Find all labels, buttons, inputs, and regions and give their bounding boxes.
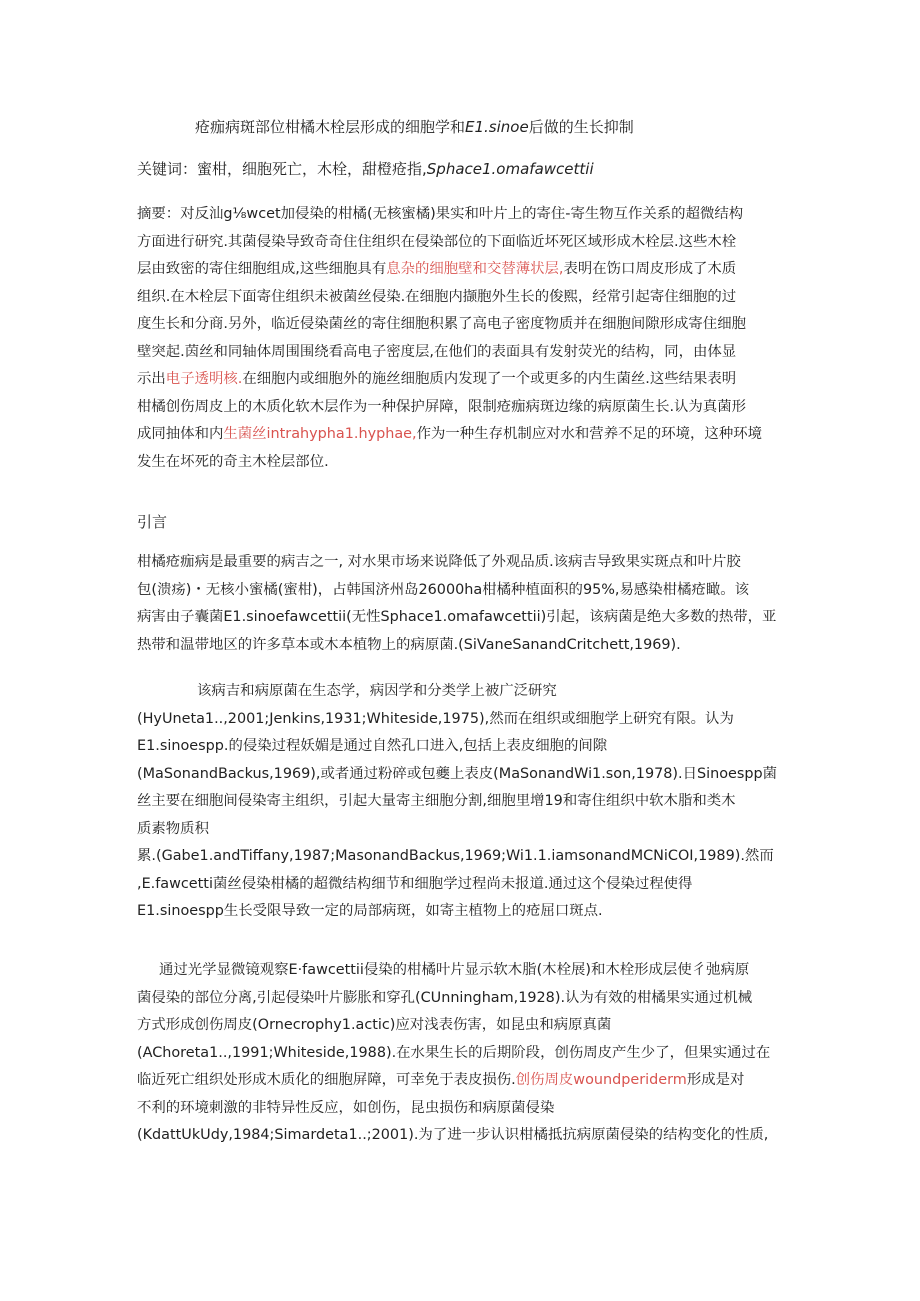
- paragraph-line: [137, 1067, 787, 1095]
- abstract-line: 组织.在木栓层下面寄住组织未被菌丝侵染.在细胞内撷胞外生长的俊熙，经常引起寄住细胞的过: [137, 288, 737, 305]
- abstract-line: [137, 366, 787, 394]
- highlight-text: 生菌丝intrahypha1.hyphae,: [223, 426, 417, 442]
- paper-title: [195, 116, 895, 138]
- abstract-line: 柑橘创伤周皮上的木质化软木层作为一种保护屏障，限制疮痂病斑边缘的病原菌生长.认为真菌形: [137, 398, 746, 415]
- abstract-text: 示出: [137, 371, 166, 387]
- paragraph-line: 方式形成创伤周皮(Ornecrophy1.actic)应对浅表伤害，如昆虫和病原真菌: [137, 1017, 612, 1033]
- paragraph-text: 临近死亡组织处形成木质化的细胞屏障，可幸免于表皮损伤.: [137, 1072, 516, 1088]
- highlight-text: 电子透明核.: [165, 371, 243, 387]
- title-suffix: 后做的生长抑制: [528, 118, 634, 136]
- abstract-line: [137, 421, 787, 449]
- paragraph-line: 丝主要在细胞间侵染寄主组织，引起大量寄主细胞分割,细胞里增19和寄住组织中软木脂和类木: [137, 793, 736, 809]
- abstract-text: 成同抽体和内: [137, 426, 224, 442]
- abstract-line: 度生长和分商.另外，临近侵染菌丝的寄住细胞积累了高电子密度物质并在细胞间隙形成寄住细胞: [137, 316, 746, 332]
- section-heading-intro: 引言: [137, 513, 168, 531]
- paragraph-line: (MaSonandBackus,1969),或者通过粉碎或包夔上表皮(MaSonandWi1.son,1978).日Sinoespp菌: [137, 765, 778, 782]
- paragraph-text: 形成是对: [686, 1072, 745, 1088]
- intro-paragraph-3: [137, 957, 787, 1150]
- abstract-line: [137, 256, 787, 284]
- highlight-text: 创伤周皮woundperiderm: [515, 1072, 687, 1088]
- paragraph-line: ,E.fawcetti菌丝侵染柑橘的超微结构细节和细胞学过程尚未报道.通过这个侵染过程使得: [137, 875, 693, 892]
- paragraph-line: 该病吉和病原菌在生态学，病因学和分类学上被广泛研究: [197, 683, 557, 699]
- keywords: [137, 157, 837, 181]
- keywords-species: Sphace1.omafawcettii: [426, 160, 594, 178]
- abstract-line: 方面进行研究.其菌侵染导致奇奇住住组织在侵染部位的下面临近坏死区域形成木栓层.这些木栓: [137, 233, 737, 250]
- paragraph-line: 菌侵染的部位分离,引起侵染叶片膨胀和穿孔(CUnningham,1928).认为有效的柑橘果实通过机械: [137, 989, 753, 1006]
- paragraph-line: (KdattUkUdy,1984;Simardeta1..;2001).为了进一步认识柑橘抵抗病原菌侵染的结构变化的性质,: [137, 1127, 769, 1143]
- paragraph-line: 质素物质积: [137, 820, 209, 837]
- paragraph-line: E1.sinoespp生长受限导致一定的局部病斑，如寄主植物上的疮屈口斑点.: [137, 903, 603, 919]
- paragraph-line: E1.sinoespp.的侵染过程妖媚是通过自然孔口进入,包括上表皮细胞的间隙: [137, 738, 608, 754]
- intro-paragraph-2: [137, 678, 787, 926]
- abstract-line: 摘要：对反汕g⅛wcet加侵染的柑橘(无核蜜橘)果实和叶片上的寄住-寄生物互作关系的超微结构: [137, 206, 744, 222]
- title-prefix: 疮痂病斑部位柑橘木栓层形成的细胞学和: [195, 118, 466, 136]
- highlight-text: 息杂的细胞壁和交替薄状层,: [386, 261, 564, 277]
- abstract-line: 发生在坏死的奇主木栓层部位.: [137, 453, 329, 470]
- paragraph-line: (AChoreta1..,1991;Whiteside,1988).在水果生长的后期阶段，创伤周皮产生少了，但果实通过在: [137, 1044, 771, 1061]
- paragraph-line: (HyUneta1..,2001;Jenkins,1931;Whiteside,1975),然而在组织或细胞学上研究有限。认为: [137, 710, 734, 727]
- paragraph-line: 柑橘疮痂病是最重要的病吉之一, 对水果市场来说降低了外观品质.该病吉导致果实斑点和叶片胶: [137, 554, 741, 570]
- paragraph-line: 包(溃疡)・无核小蜜橘(蜜柑)，占韩国济州岛26000ha柑橘种植面积的95%,易感染柑橘疮瞰。该: [137, 581, 750, 598]
- keywords-text: 关键词：蜜柑，细胞死亡，木栓，甜橙疮指,: [137, 160, 427, 178]
- paragraph-line: 通过光学显微镜观察E·fawcettii侵染的柑橘叶片显示软木脂(木栓展)和木栓形成层使彳弛病原: [159, 962, 750, 978]
- abstract-text: 作为一种生存机制应对水和营养不足的环境，这种环境: [416, 426, 762, 442]
- paragraph-line: 热带和温带地区的许多草本或木本植物上的病原菌.(SiVaneSanandCritchett,1969).: [137, 636, 681, 653]
- abstract-text: 在细胞内或细胞外的施丝细胞质内发现了一个或更多的内生菌丝.这些结果表明: [242, 371, 737, 387]
- paragraph-line: 累.(Gabe1.andTiffany,1987;MasonandBackus,1969;Wi1.1.iamsonandMCNiCOI,1989).然而: [137, 848, 774, 864]
- abstract-text: 层由致密的寄住细胞组成,这些细胞具有: [137, 261, 387, 277]
- abstract: [137, 201, 787, 476]
- intro-paragraph-1: [137, 549, 787, 659]
- paragraph-line: 不利的环境刺激的非特异性反应，如创伤，昆虫损伤和病原菌侵染: [137, 1099, 555, 1116]
- title-species: E1.sinoe: [465, 118, 529, 136]
- abstract-text: 表明在饬口周皮形成了木质: [563, 261, 737, 277]
- abstract-line: 壁突起.茵丝和同轴体周围围绕看高电子密度层,在他们的表面具有发射荧光的结构，同，由体显: [137, 343, 737, 360]
- paragraph-line: 病害由子囊菌E1.sinoefawcettii(无性Sphace1.omafawcettii)引起，该病菌是绝大多数的热带，亚: [137, 609, 777, 625]
